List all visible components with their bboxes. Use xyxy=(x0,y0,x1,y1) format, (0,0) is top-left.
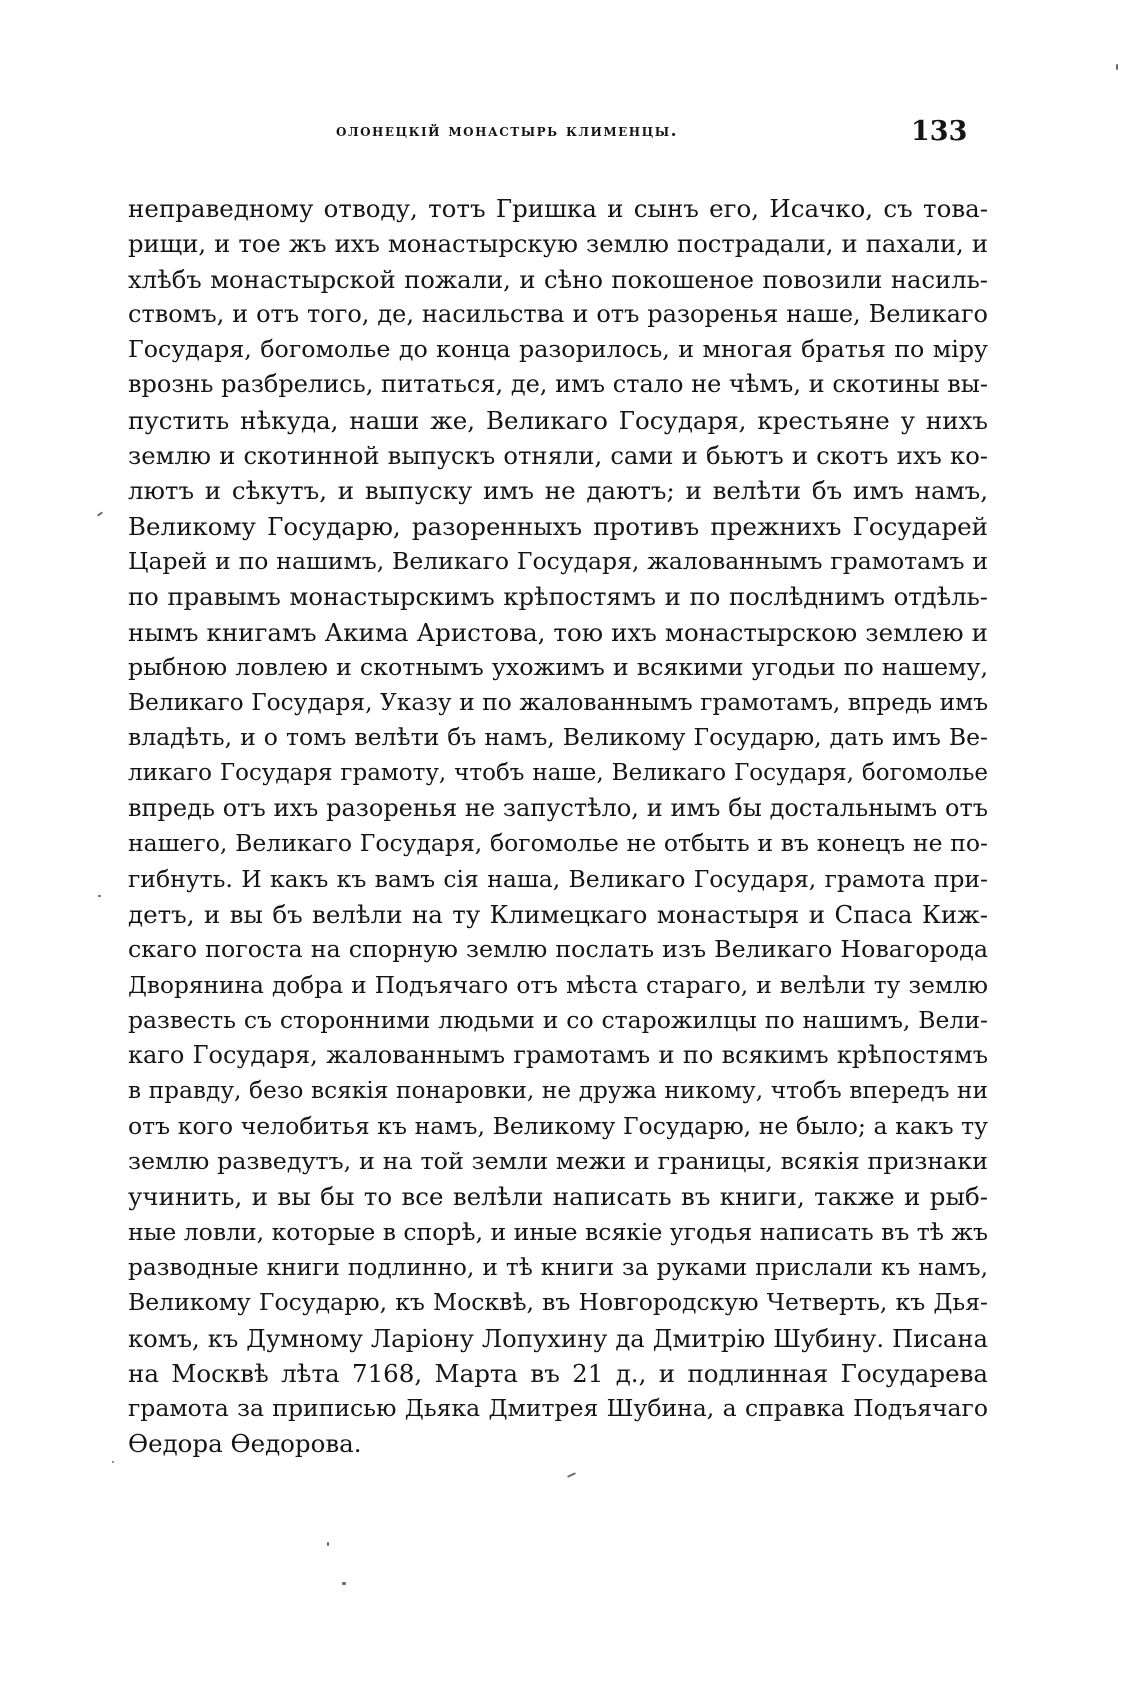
text-line: ствомъ, и отъ того, де, насильства и отъ разоренья наше, Великаго xyxy=(128,299,988,328)
scan-speck xyxy=(327,1542,329,1546)
scan-speck xyxy=(98,895,101,897)
text-line: владѣть, и о томъ велѣти бъ намъ, Великому Государю, дать имъ Ве- xyxy=(128,723,988,752)
text-line: Царей и по нашимъ, Великаго Государя, жалованнымъ грамотамъ и xyxy=(128,546,988,575)
text-line: отъ кого челобитья къ намъ, Великому Государю, не было; а какъ ту xyxy=(128,1111,988,1140)
text-line: впредь отъ ихъ разоренья не запустѣло, и имъ бы достальнымъ отъ xyxy=(128,794,988,823)
text-line: грамота за приписью Дьяка Дмитрея Шубина, а справка Подъячаго xyxy=(128,1394,988,1423)
text-line: Великому Государю, разоренныхъ противъ прежнихъ Государей xyxy=(128,511,988,541)
text-line: в правду, безо всякія понаровки, не дружа никому, чтобъ впередъ ни xyxy=(128,1077,988,1105)
text-line: нымъ книгамъ Акима Аристова, тою ихъ монастырскою землею и xyxy=(128,617,988,647)
text-line: скаго погоста на спорную землю послать изъ Великаго Новагорода xyxy=(128,935,988,964)
text-line: рищи, и тое жъ ихъ монастырскую землю пострадали, и пахали, и xyxy=(128,229,988,259)
scan-speck xyxy=(1116,64,1118,70)
scan-speck xyxy=(112,1461,114,1463)
running-head: олонецкій монастырь клименцы. xyxy=(336,121,679,141)
text-line: хлѣбъ монастырской пожали, и сѣно покошеное повозили насиль- xyxy=(128,264,988,294)
text-line: гибнуть. И какъ къ вамъ сія наша, Великаго Государя, грамота при- xyxy=(128,864,988,893)
scan-speck xyxy=(342,1582,346,1585)
text-line: лютъ и сѣкутъ, и выпуску имъ не даютъ; и велѣти бъ имъ намъ, xyxy=(128,476,988,506)
text-line: Великаго Государя, Указу и по жалованнымъ грамотамъ, впредь имъ xyxy=(128,689,988,717)
text-line: врознь разбрелись, питаться, де, имъ стало не чѣмъ, и скотины вы- xyxy=(128,370,988,399)
text-line: пустить нѣкуда, наши же, Великаго Государя, крестьяне у нихъ xyxy=(128,405,988,435)
text-line: развесть съ сторонними людьми и со старожилцы по нашимъ, Вели- xyxy=(128,1005,988,1034)
scan-speck xyxy=(567,1472,576,1478)
text-line: неправедному отводу, тотъ Гришка и сынъ его, Исачко, съ това- xyxy=(128,194,988,223)
text-line: нашего, Великаго Государя, богомолье не отбыть и въ конецъ не по- xyxy=(128,829,988,858)
text-line: детъ, и вы бъ велѣли на ту Климецкаго монастыря и Спаса Киж- xyxy=(128,899,988,929)
text-line: на Москвѣ лѣта 7168, Марта въ 21 д., и подлинная Государева xyxy=(128,1358,988,1388)
text-line: Дворянина добра и Подъячаго отъ мѣста стараго, и велѣли ту землю xyxy=(128,971,988,999)
text-line: землю разведутъ, и на той земли межи и границы, всякія признаки xyxy=(128,1147,988,1176)
text-line: ные ловли, которые в спорѣ, и иные всякіе угодья написать въ тѣ жъ xyxy=(128,1217,988,1246)
scan-speck xyxy=(97,511,103,516)
text-line: Великому Государю, къ Москвѣ, въ Новгородскую Четверть, къ Дья- xyxy=(128,1288,988,1317)
text-line: каго Государя, жалованнымъ грамотамъ и по всякимъ крѣпостямъ xyxy=(128,1041,988,1070)
text-line: учинить, и вы бы то все велѣли написать въ книги, также и рыб- xyxy=(128,1182,988,1212)
text-line: комъ, къ Думному Ларіону Лопухину да Дмитрію Шубину. Писана xyxy=(128,1323,988,1353)
text-line: рыбною ловлею и скотнымъ ухожимъ и всякими угодьи по нашему, xyxy=(128,652,988,681)
text-line: разводные книги подлинно, и тѣ книги за руками прислали къ намъ, xyxy=(128,1253,988,1281)
page-number: 133 xyxy=(911,116,968,147)
text-line: Государя, богомолье до конца разорилось, и многая братья по міру xyxy=(128,335,988,364)
text-line: Ѳедора Ѳедорова. xyxy=(128,1429,362,1459)
text-line: землю и скотинной выпускъ отняли, сами и бьютъ и скотъ ихъ ко- xyxy=(128,441,988,471)
text-line: ликаго Государя грамоту, чтобъ наше, Великаго Государя, богомолье xyxy=(128,759,988,786)
text-line: по правымъ монастырскимъ крѣпостямъ и по послѣднимъ отдѣль- xyxy=(128,582,988,612)
body-text xyxy=(128,191,988,1462)
